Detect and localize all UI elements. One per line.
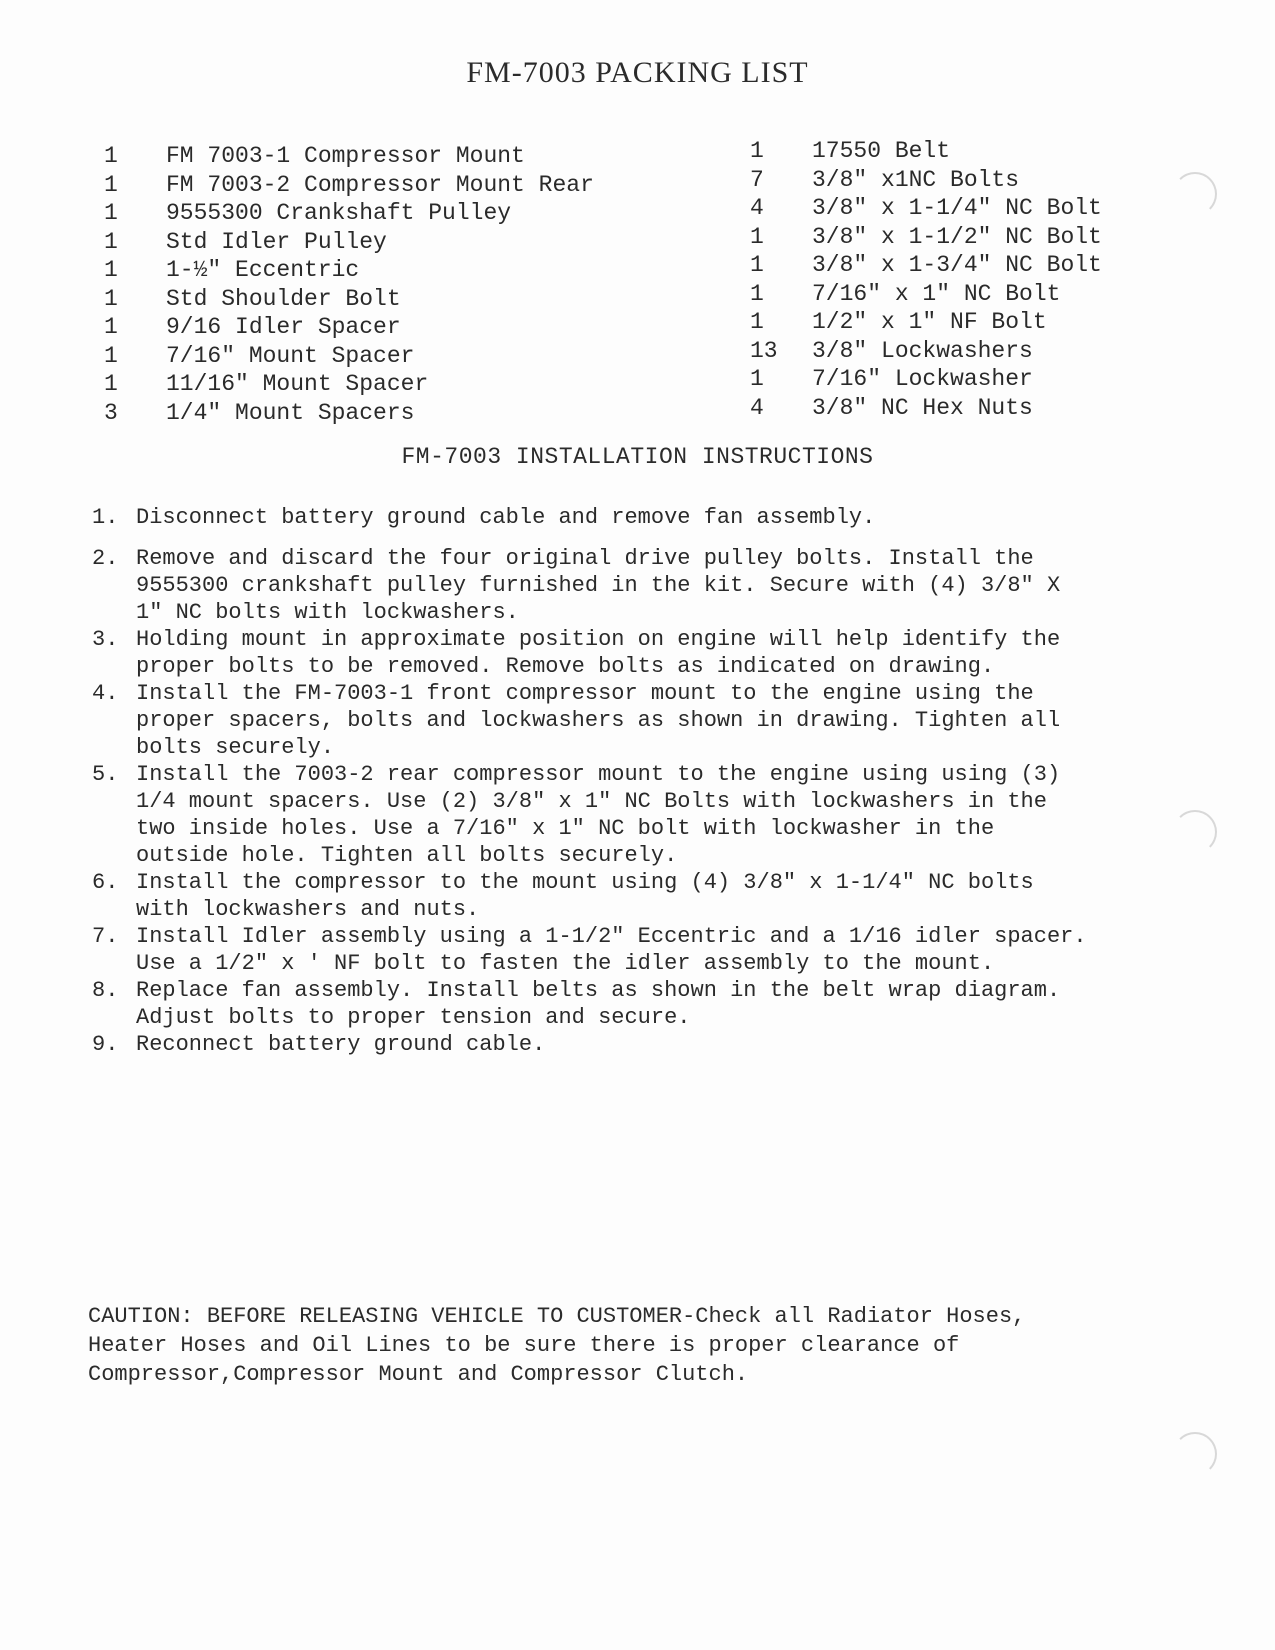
step-item (92, 680, 1092, 761)
binder-hole-icon (1173, 1432, 1217, 1476)
item-desc: 3/8" x 1-1/2" NC Bolt (812, 223, 1102, 250)
step-item (92, 504, 1092, 531)
item-qty: 1 (750, 252, 764, 278)
step-text: Disconnect battery ground cable and remove fan assembly. (136, 505, 876, 530)
step-text: Reconnect battery ground cable. (136, 1032, 546, 1057)
step-number: 3. (92, 627, 119, 652)
list-item (750, 365, 1250, 394)
list-item (104, 142, 704, 171)
item-desc: FM 7003-2 Compressor Mount Rear (166, 171, 594, 198)
item-qty: 1 (750, 223, 764, 250)
instructions-heading: FM-7003 INSTALLATION INSTRUCTIONS (401, 444, 874, 470)
list-item (104, 399, 704, 428)
step-item (92, 761, 1092, 869)
list-item (104, 256, 704, 285)
item-qty: 1 (750, 280, 764, 307)
list-item (750, 280, 1250, 309)
step-text: Replace fan assembly. Install belts as shown in the belt wrap diagram. Adjust bolts to proper tension and secure. (136, 978, 1061, 1030)
step-item (92, 626, 1092, 680)
step-text: Install the compressor to the mount using (4) 3/8" x 1-1/4" NC bolts with lockwashers and nuts. (136, 870, 1034, 922)
caution-note: CAUTION: BEFORE RELEASING VEHICLE TO CUSTOMER-Check all Radiator Hoses, Heater Hoses and Oil Lines to be sure there is proper clearance of Compressor,Compressor Mount and Compressor Clutch. (88, 1304, 1026, 1387)
step-item (92, 1031, 1092, 1058)
step-item (92, 977, 1092, 1031)
item-qty: 1 (104, 257, 118, 283)
item-qty: 1 (104, 143, 118, 169)
step-item (92, 545, 1092, 626)
list-item (750, 308, 1250, 337)
item-desc: 11/16" Mount Spacer (166, 371, 429, 397)
step-text: Install the FM-7003-1 front compressor mount to the engine using the proper spacers, bolts and lockwashers as shown in drawing. Tighten all bolts securely. (136, 681, 1061, 760)
item-qty: 1 (750, 309, 764, 335)
item-qty: 1 (104, 171, 118, 198)
item-desc: 7/16" x 1" NC Bolt (812, 280, 1061, 307)
step-number: 6. (92, 870, 119, 895)
step-number: 4. (92, 681, 119, 706)
step-item (92, 923, 1092, 977)
item-qty: 1 (750, 138, 764, 164)
item-qty: 7 (750, 166, 764, 193)
list-item (104, 199, 704, 228)
item-qty: 1 (750, 366, 764, 392)
list-item (750, 394, 1250, 423)
item-desc: 1/2" x 1" NF Bolt (812, 309, 1047, 335)
list-item (750, 251, 1250, 280)
list-item (750, 223, 1250, 252)
binder-hole-icon (1173, 810, 1217, 854)
step-text: Holding mount in approximate position on engine will help identify the proper bolts to be removed. Remove bolts as indicated on drawing. (136, 627, 1061, 679)
step-number: 1. (92, 505, 119, 530)
installation-steps (92, 504, 1092, 1058)
item-qty: 4 (750, 394, 764, 421)
page-title: FM-7003 PACKING LIST (466, 56, 809, 89)
step-number: 8. (92, 978, 119, 1003)
item-desc: 9/16 Idler Spacer (166, 314, 401, 340)
item-qty: 4 (750, 195, 764, 221)
step-number: 7. (92, 924, 119, 949)
item-desc: 3/8" x1NC Bolts (812, 166, 1020, 193)
packing-list-left (104, 142, 704, 427)
list-item (104, 370, 704, 399)
step-text: Install the 7003-2 rear compressor mount to the engine using using (3) 1/4 mount spacers. Use (2) 3/8" x 1" NC Bolts with lockwashers in the two inside holes. Use a 7/16" x 1" NC bolt with lockwasher in the outside hole. Tighten all bolts securely. (136, 762, 1061, 868)
item-qty: 1 (104, 200, 118, 226)
list-item (104, 285, 704, 314)
item-qty: 1 (104, 342, 118, 369)
item-qty: 3 (104, 399, 118, 426)
list-item (104, 342, 704, 371)
step-number: 9. (92, 1032, 119, 1057)
list-item (104, 228, 704, 257)
item-desc: 3/8" Lockwashers (812, 337, 1033, 364)
item-desc: 17550 Belt (812, 138, 951, 164)
item-desc: Std Shoulder Bolt (166, 285, 401, 312)
item-desc: 7/16" Mount Spacer (166, 342, 415, 369)
item-qty: 1 (104, 228, 118, 255)
item-desc: 9555300 Crankshaft Pulley (166, 200, 512, 226)
item-qty: 1 (104, 314, 118, 340)
list-item (104, 171, 704, 200)
step-number: 2. (92, 546, 119, 571)
step-text: Remove and discard the four original drive pulley bolts. Install the 9555300 crankshaft pulley furnished in the kit. Secure with (4) 3/8" X 1" NC bolts with lockwashers. (136, 546, 1061, 625)
item-desc: 3/8" NC Hex Nuts (812, 394, 1033, 421)
item-desc: 1/4" Mount Spacers (166, 399, 415, 426)
item-desc: Std Idler Pulley (166, 228, 387, 255)
item-desc: 3/8" x 1-1/4" NC Bolt (812, 195, 1102, 221)
list-item (750, 137, 1250, 166)
step-text: Install Idler assembly using a 1-1/2" Eccentric and a 1/16 idler spacer. Use a 1/2" x ' NF bolt to fasten the idler assembly to the mount. (136, 924, 1087, 976)
item-qty: 13 (750, 337, 778, 364)
packing-list-right (750, 137, 1250, 422)
item-desc: FM 7003-1 Compressor Mount (166, 143, 525, 169)
item-desc: 7/16" Lockwasher (812, 366, 1033, 392)
item-qty: 1 (104, 285, 118, 312)
list-item (750, 337, 1250, 366)
binder-hole-icon (1173, 172, 1217, 216)
step-number: 5. (92, 762, 119, 787)
list-item (104, 313, 704, 342)
item-desc: 3/8" x 1-3/4" NC Bolt (812, 252, 1102, 278)
step-item (92, 869, 1092, 923)
item-qty: 1 (104, 371, 118, 397)
item-desc: 1-½" Eccentric (166, 257, 360, 283)
